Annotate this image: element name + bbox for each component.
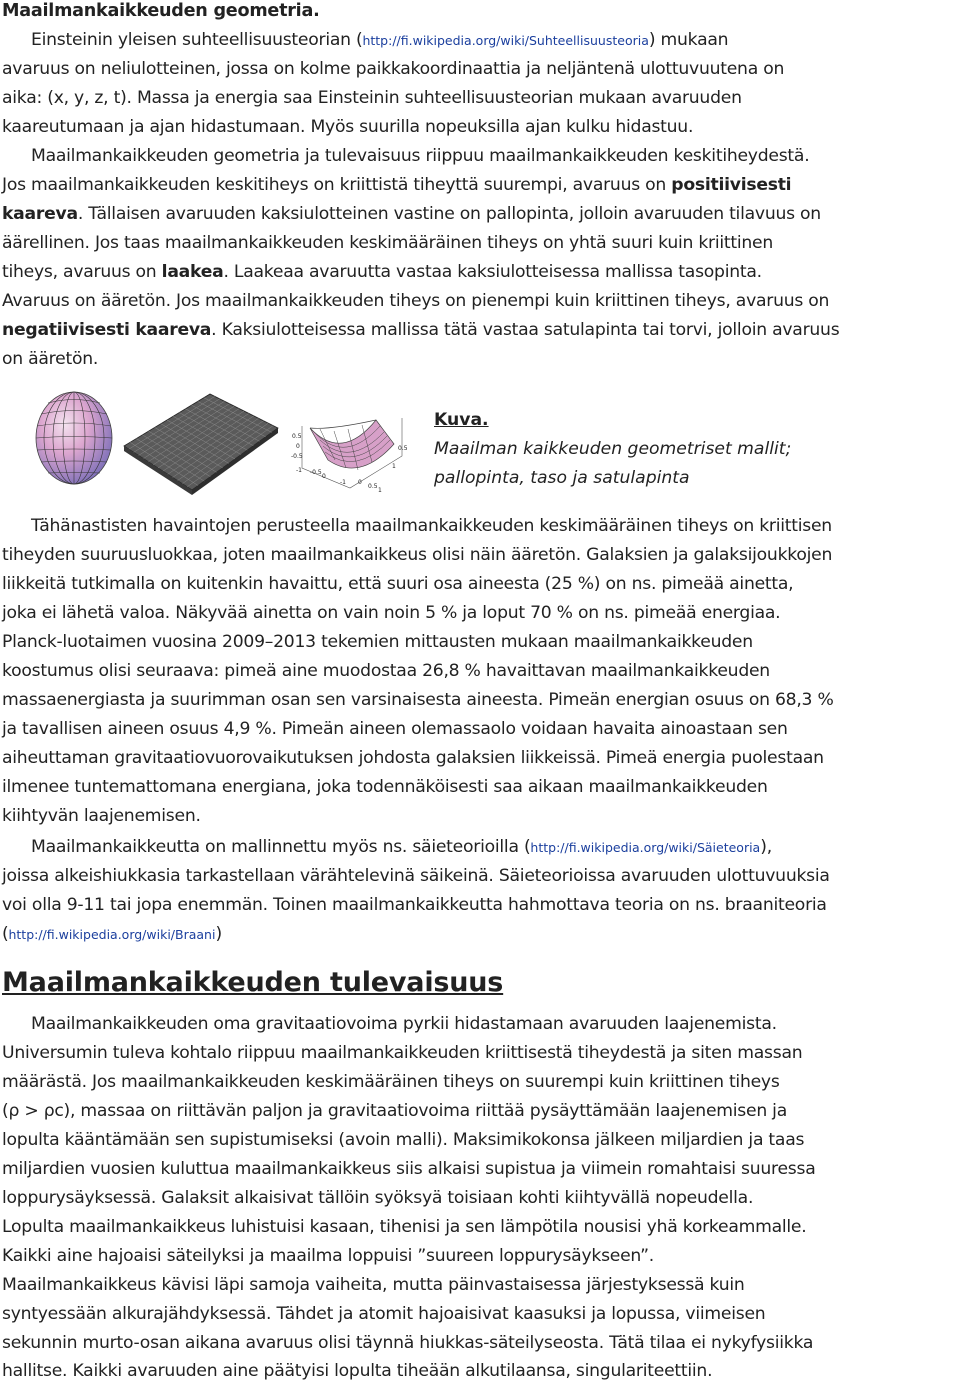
axis-label: 1 (378, 487, 382, 494)
paragraph-line (2, 258, 762, 286)
text-span: Jos maailmankaikkeuden keskitiheys on kriittistä tiheyttä suurempi, avaruus on (2, 175, 672, 195)
paragraph-line: aiheuttaman gravitaatiovuorovaikutuksen johdosta galaksien liikkeissä. Pimeä energia puolestaan (2, 748, 824, 768)
paragraph-line: Universumin tuleva kohtalo riippuu maailmankaikkeuden kriittisestä tiheydestä ja siten massan (2, 1043, 803, 1063)
axis-label: 0.5 (398, 445, 408, 452)
figure-caption-line: Maailman kaikkeuden geometriset mallit; (434, 439, 792, 459)
axis-label: 0.5 (368, 483, 378, 490)
axis-label: -0.5 (310, 469, 322, 476)
axis-label: 1 (392, 463, 396, 470)
text-span: ) (215, 924, 222, 944)
axis-label: 0 (296, 443, 300, 450)
bold-term: positiivisesti (671, 175, 792, 195)
axis-label: 0 (322, 473, 326, 480)
axis-label: -1 (340, 479, 346, 486)
paragraph-line: aika: (x, y, z, t). Massa ja energia saa Einsteinin suhteellisuusteorian mukaan avaruuden (2, 88, 742, 108)
paragraph-line: ja tavallisen aineen osuus 4,9 %. Pimeän aineen olemassaolo voidaan havaita ainoastaan sen (2, 719, 788, 739)
paragraph-line: liikkeitä tutkimalla on kuitenkin havaittu, että suuri osa aineesta (25 %) on ns. pimeää ainetta, (2, 574, 794, 594)
wikipedia-link-brane[interactable]: http://fi.wikipedia.org/wiki/Braani (8, 927, 216, 942)
paragraph-line: Lopulta maailmankaikkeus luhistuisi kasaan, tihenisi ja sen lämpötila nousisi yhä korkeammalle. (2, 1217, 807, 1237)
paragraph-line: voi olla 9-11 tai jopa enemmän. Toinen maailmankaikkeutta hahmottava teoria on ns. braaniteoria (2, 895, 827, 915)
text-span: . Tällaisen avaruuden kaksiulotteinen vastine on pallopinta, jolloin avaruuden tilavuus on (77, 204, 821, 224)
paragraph-line: massaenergiasta ja suurimman osan sen varsinaisesta aineesta. Pimeän energian osuus on 68,3 % (2, 690, 834, 710)
text-span: Maailmankaikkeutta on mallinnettu myös ns. säieteorioilla ( (31, 837, 531, 857)
paragraph-line (2, 920, 222, 949)
paragraph-line: koostumus olisi seuraava: pimeä aine muodostaa 26,8 % havaittavan maailmankaikkeuden (2, 661, 770, 681)
figure-caption-title: Kuva. (434, 410, 489, 430)
wikipedia-link-relativity[interactable]: http://fi.wikipedia.org/wiki/Suhteellisuusteoria (362, 33, 649, 48)
axis-label: 0.5 (292, 433, 302, 440)
axis-label: -0.5 (291, 453, 303, 460)
axis-label: -1 (296, 467, 302, 474)
text-span: ) mukaan (648, 30, 729, 50)
paragraph-line (2, 171, 791, 199)
paragraph-line (31, 833, 772, 862)
paragraph-line: lopulta kääntämään sen supistumiseksi (avoin malli). Maksimikokonsa jälkeen miljardien ja taas (2, 1130, 805, 1150)
paragraph-line: Tähänastisten havaintojen perusteella maailmankaikkeuden keskimääräinen tiheys on kriittisen (31, 516, 832, 536)
paragraph-line: on ääretön. (2, 349, 99, 369)
paragraph-line: (ρ > ρᴄ), massaa on riittävän paljon ja gravitaatiovoima riittää pysäyttämään laajenemisen ja (2, 1101, 787, 1121)
bold-term: laakea (161, 262, 224, 282)
axis-label: 0 (358, 479, 362, 486)
paragraph-line: Maailmankaikkeuden geometria ja tulevaisuus riippuu maailmankaikkeuden keskitiheydestä. (31, 146, 810, 166)
text-span: . Kaksiulotteisessa mallissa tätä vastaa satulapinta tai torvi, jolloin avaruus (211, 320, 840, 340)
text-span: tiheys, avaruus on (2, 262, 162, 282)
paragraph-line: Maailmankaikkeuden oma gravitaatiovoima pyrkii hidastamaan avaruuden laajenemista. (31, 1014, 777, 1034)
paragraph-line: määrästä. Jos maailmankaikkeuden keskimääräinen tiheys on suurempi kuin kriittinen tiheys (2, 1072, 780, 1092)
sphere-model-image (33, 388, 115, 488)
figure-caption-line: pallopinta, taso ja satulapinta (434, 468, 690, 488)
paragraph-line: sekunnin murto-osan aikana avaruus olisi täynnä hiukkas-säteilyseosta. Tätä tilaa ei nykyfysiikka (2, 1333, 814, 1353)
paragraph-line: Avaruus on ääretön. Jos maailmankaikkeuden tiheys on pienempi kuin kriittinen tiheys, avaruus on (2, 291, 830, 311)
paragraph-line: tiheyden suuruusluokkaa, joten maailmankaikkeus olisi näin ääretön. Galaksien ja galaksijoukkojen (2, 545, 833, 565)
paragraph-line: kaareutumaan ja ajan hidastumaan. Myös suurilla nopeuksilla ajan kulku hidastuu. (2, 117, 694, 137)
paragraph-line: äärellinen. Jos taas maailmankaikkeuden keskimääräinen tiheys on yhtä suuri kuin kriittinen (2, 233, 774, 253)
section-heading-geometry: Maailmankaikkeuden geometria. (2, 1, 320, 21)
paragraph-line: Kaikki aine hajoaisi säteilyksi ja maailma loppuisi ”suureen loppurysäykseen”. (2, 1246, 655, 1266)
plane-model-image (118, 386, 283, 496)
paragraph-line: kiihtyvän laajenemisen. (2, 806, 201, 826)
paragraph-line: Planck-luotaimen vuosina 2009–2013 tekemien mittausten mukaan maailmankaikkeuden (2, 632, 753, 652)
section-heading-future: Maailmankaikkeuden tulevaisuus (2, 967, 504, 998)
text-span: ), (760, 837, 772, 857)
paragraph-line (2, 316, 839, 344)
bold-term: negatiivisesti kaareva (2, 320, 212, 340)
bold-term: kaareva (2, 204, 78, 224)
text-span: . Laakeaa avaruutta vastaa kaksiulotteisessa mallissa tasopinta. (223, 262, 762, 282)
paragraph-line (31, 26, 728, 55)
text-span: Einsteinin yleisen suhteellisuusteorian ( (31, 30, 363, 50)
paragraph-line: Maailmankaikkeus kävisi läpi samoja vaiheita, mutta päinvastaisessa järjestyksessä kuin (2, 1275, 745, 1295)
paragraph-line: miljardien vuosien kuluttua maailmankaikkeus siis alkaisi supistua ja viimein romahtaisi suuressa (2, 1159, 816, 1179)
paragraph-line: joka ei lähetä valoa. Näkyvää ainetta on vain noin 5 % ja loput 70 % on ns. pimeää energiaa. (2, 603, 781, 623)
paragraph-line: hallitse. Kaikki avaruuden aine päätyisi lopulta tiheään alkutilaansa, singulariteettiin. (2, 1361, 713, 1381)
paragraph-line: avaruus on neliulotteinen, jossa on kolme paikkakoordinaattia ja neljäntenä ulottuvuutena on (2, 59, 785, 79)
paragraph-line: loppurysäyksessä. Galaksit alkaisivat tällöin syöksyä toisiaan kohti kiihtyvällä nopeudella. (2, 1188, 754, 1208)
paragraph-line (2, 200, 821, 228)
paragraph-line: joissa alkeishiukkasia tarkastellaan värähtelevinä säikeinä. Säieteorioissa avaruuden ulottuvuuksia (2, 866, 830, 886)
paragraph-line: syntyessään alkurajähdyksessä. Tähdet ja atomit hajoaisivat kaasuksi ja lopussa, viimeisen (2, 1304, 766, 1324)
paragraph-line: ilmenee tuntemattomana energiana, joka todennäköisesti saa aikaan maailmankaikkeuden (2, 777, 768, 797)
wikipedia-link-string-theory[interactable]: http://fi.wikipedia.org/wiki/Säieteoria (530, 840, 761, 855)
saddle-model-image (290, 398, 412, 496)
text-span: ( (2, 924, 9, 944)
